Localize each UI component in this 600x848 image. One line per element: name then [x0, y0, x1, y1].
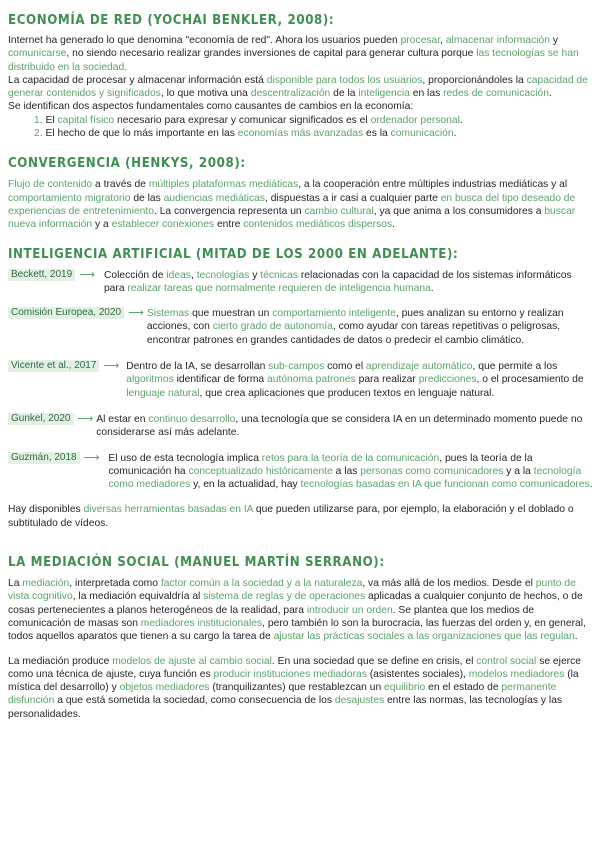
- section-title-economia-de-red: ECONOMÍA DE RED (YOCHAI BENKLER, 2008):: [8, 13, 335, 28]
- highlighted-phrase: realizar tareas que normalmente requieren de inteligencia humana: [127, 282, 431, 294]
- reference-text: [98, 269, 594, 296]
- text-run: a que está sometida la sociedad, como consecuencia de los: [54, 695, 335, 707]
- text-run: , no siendo necesario realizar grandes inversiones de capital para generar cultura porque: [66, 48, 477, 60]
- paragraph: Se identifican dos aspectos fundamentales como causantes de cambios en la economía:: [8, 101, 414, 113]
- paragraph: [8, 503, 594, 530]
- highlighted-phrase: ordenador personal: [370, 114, 460, 126]
- text-run: en las: [409, 88, 444, 100]
- text-run: de la: [330, 88, 359, 100]
- citation-tag: Gunkel, 2020: [8, 413, 74, 425]
- text-run: y, en la actualidad, hay: [190, 479, 301, 491]
- highlighted-phrase: 1.: [34, 114, 46, 126]
- text-run: .: [459, 114, 463, 126]
- arrow-right-icon: ⟶: [128, 307, 144, 320]
- reference-text: [122, 360, 594, 400]
- paragraph: [8, 655, 594, 721]
- text-run: se ejerce como una técnica de ajuste, cuya función es: [8, 655, 581, 680]
- highlighted-phrase: 2.: [34, 128, 46, 140]
- text-run: , la mediación equivaldría al: [72, 591, 204, 603]
- reference-text: [96, 413, 594, 440]
- text-run: ,: [190, 269, 197, 281]
- citation-tag: Comisión Europea, 2020: [8, 307, 124, 319]
- text-run: relacionadas con la capacidad de los sistemas informáticos para: [103, 269, 572, 294]
- text-run: aplicadas a cualquier conjunto de hechos, o de cosas pertenecientes a planos heterogéneos de la realidad, para: [8, 591, 583, 616]
- paragraph: [8, 34, 594, 74]
- highlighted-phrase: múltiples plataformas mediáticas: [148, 179, 299, 191]
- highlighted-phrase: Sistemas: [146, 308, 190, 320]
- arrow-right-icon: ⟶: [79, 268, 95, 281]
- text-run: es la: [363, 128, 391, 140]
- highlighted-phrase: retos para la teoría de la comunicación: [261, 452, 440, 464]
- highlighted-phrase: algoritmos: [126, 374, 174, 386]
- citation-tag: Beckett, 2019: [8, 269, 75, 281]
- highlighted-phrase: técnicas: [260, 269, 299, 281]
- highlighted-phrase: sistema de reglas y de operaciones: [203, 591, 366, 603]
- paragraph: [8, 74, 594, 101]
- text-run: para realizar: [355, 374, 419, 386]
- citation-tag: Guzmán, 2018: [8, 452, 80, 464]
- text-run: Internet ha generado lo que denomina "economía de red". Ahora los usuarios pueden: [8, 35, 401, 46]
- text-run: (la mística del desarrollo) y: [8, 668, 579, 694]
- text-run: El: [45, 114, 58, 126]
- highlighted-phrase: comunicarse: [8, 48, 67, 60]
- arrow-right-icon: ⟶: [83, 451, 100, 464]
- arrow-right-icon: ⟶: [103, 360, 120, 373]
- highlighted-phrase: objetos mediadores: [119, 682, 210, 694]
- highlighted-phrase: contenidos mediáticos dispersos: [243, 219, 393, 231]
- paragraph: [8, 577, 594, 643]
- text-run: , a la cooperación entre múltiples industrias mediáticas y al: [298, 179, 568, 191]
- highlighted-phrase: modelos de ajuste al cambio social: [112, 655, 272, 667]
- highlighted-phrase: mediación: [22, 578, 70, 590]
- highlighted-phrase: economías más avanzadas: [237, 128, 364, 140]
- paragraph: [8, 178, 594, 231]
- reference-row: [8, 413, 594, 440]
- text-run: y a: [92, 219, 112, 231]
- text-run: Hay disponibles: [8, 504, 84, 516]
- text-run: , interpretada como: [69, 578, 161, 590]
- text-run: La capacidad de procesar y almacenar información está: [8, 74, 267, 86]
- highlighted-phrase: buscar nueva información: [8, 205, 576, 231]
- highlighted-phrase: aprendizaje automático: [366, 361, 473, 373]
- highlighted-phrase: tecnología como mediadores: [108, 465, 582, 491]
- text-run: , como ayudar con tareas repetitivas o peligrosas, encontrar patrones en grandes cantidades de datos o predecir el cambio climático.: [146, 321, 561, 346]
- highlighted-phrase: control social: [476, 655, 537, 667]
- highlighted-phrase: comportamiento inteligente: [272, 308, 396, 320]
- highlighted-phrase: inteligencia: [358, 88, 410, 100]
- highlighted-phrase: capacidad de generar contenidos y significados: [8, 74, 588, 100]
- highlighted-phrase: en busca del tipo deseado de experiencias de entretenimiento: [8, 192, 576, 217]
- highlighted-phrase: establecer conexiones: [111, 219, 215, 231]
- text-run: , proporcionándoles la: [422, 74, 527, 86]
- highlighted-phrase: diversas herramientas basadas en IA: [83, 504, 253, 516]
- highlighted-phrase: tecnologías basadas en IA que funcionan como comunicadores: [300, 479, 590, 491]
- text-run: La: [8, 578, 23, 590]
- highlighted-phrase: predicciones: [418, 374, 477, 386]
- text-run: .: [548, 88, 552, 100]
- highlighted-phrase: tecnologías: [196, 269, 250, 281]
- text-run: que pueden utilizarse para, por ejemplo, la elaboración y el doblado o subtitulado de vídeos.: [8, 504, 574, 529]
- text-run: y a la: [503, 465, 534, 477]
- text-run: .: [392, 219, 395, 231]
- text-run: La mediación produce: [8, 655, 113, 667]
- reference-text: [147, 307, 594, 347]
- text-run: (asistentes sociales),: [366, 668, 469, 680]
- text-run: . La convergencia representa un: [153, 205, 305, 217]
- highlighted-phrase: las tecnologías se han distribuido en la sociedad.: [8, 48, 579, 73]
- text-run: que muestran un: [189, 308, 273, 320]
- text-run: entre las normas, las tecnologías y las personalidades.: [8, 695, 563, 720]
- highlighted-phrase: almacenar información: [445, 35, 550, 46]
- highlighted-phrase: conceptualizado históricamente: [188, 465, 333, 477]
- highlighted-phrase: disponible para todos los usuarios: [266, 74, 423, 86]
- highlighted-phrase: procesar: [400, 35, 441, 46]
- reference-row: [8, 269, 594, 296]
- highlighted-phrase: capital físico: [57, 114, 115, 126]
- text-run: y: [249, 269, 261, 281]
- highlighted-phrase: equilibrio: [384, 682, 426, 694]
- highlighted-phrase: modelos mediadores: [468, 668, 565, 680]
- text-run: , que permite a los: [472, 361, 558, 373]
- section-title-convergencia: CONVERGENCIA (HENKYS, 2008):: [8, 156, 246, 172]
- text-run: , lo que motiva una: [160, 88, 251, 100]
- text-run: .: [453, 128, 457, 140]
- highlighted-phrase: cierto grado de autonomía: [212, 321, 333, 333]
- highlighted-phrase: continuo desarrollo: [148, 413, 236, 425]
- text-run: de las: [130, 192, 164, 204]
- text-run: a las: [332, 465, 361, 477]
- highlighted-phrase: factor común a la sociedad y a la naturaleza: [160, 578, 363, 590]
- highlighted-phrase: desajustes: [334, 695, 385, 707]
- reference-row: [8, 307, 594, 347]
- text-run: El uso de esta tecnología implica: [108, 452, 262, 464]
- highlighted-phrase: mediadores institucionales: [140, 617, 263, 629]
- text-run: Colección de: [103, 269, 167, 281]
- text-run: ,: [440, 35, 446, 46]
- highlighted-phrase: introducir un orden: [306, 604, 393, 616]
- text-run: Dentro de la IA, se desarrollan: [126, 361, 269, 373]
- highlighted-phrase: redes de comunicación: [443, 88, 549, 100]
- list-item: [34, 114, 594, 127]
- text-run: identificar de forma: [173, 374, 268, 386]
- highlighted-phrase: permanente disfunción: [8, 682, 557, 707]
- reference-row: [8, 452, 594, 492]
- highlighted-phrase: lenguaje natural: [126, 387, 200, 399]
- numbered-list: [34, 114, 594, 141]
- section-title-mediacion-social: LA MEDIACIÓN SOCIAL (MANUEL MARTÍN SERRANO):: [8, 555, 385, 571]
- text-run: , que crea aplicaciones que producen textos en lenguaje natural.: [199, 387, 495, 399]
- text-run: a través de: [92, 179, 149, 191]
- highlighted-phrase: personas como comunicadores: [360, 465, 504, 477]
- text-run: , pues la teoría de la comunicación ha: [108, 452, 533, 477]
- text-run: , una tecnología que se considera IA en un determinado momento puede no considerarse así más adelante.: [96, 413, 583, 439]
- text-run: .: [430, 282, 434, 294]
- highlighted-phrase: producir instituciones mediadoras: [213, 668, 367, 680]
- text-run: entre: [214, 219, 244, 231]
- citation-tag: Vicente et al., 2017: [8, 360, 99, 372]
- highlighted-phrase: ideas: [166, 269, 191, 281]
- highlighted-phrase: comportamiento migratorio: [8, 192, 131, 204]
- text-run: , o el procesamiento de: [476, 374, 584, 386]
- text-run: .: [574, 631, 578, 643]
- highlighted-phrase: comunicación: [390, 128, 454, 140]
- highlighted-phrase: autónoma patrones: [267, 374, 356, 386]
- highlighted-phrase: audiencias mediáticas: [163, 192, 265, 204]
- page: [8, 12, 594, 721]
- text-run: . En una sociedad que se define en crisis, el: [271, 655, 477, 667]
- reference-row: [8, 360, 594, 400]
- text-run: en el estado de: [425, 682, 502, 694]
- arrow-right-icon: ⟶: [77, 412, 94, 425]
- text-run: como el: [324, 361, 367, 373]
- reference-text: [102, 452, 594, 492]
- highlighted-phrase: punto de vista cognitivo: [8, 578, 576, 603]
- text-run: , pero también lo son la burocracia, las fuerzas del orden y, en general, todos aquellos aparatos que tienen a su cargo la tarea de: [8, 617, 586, 643]
- text-run: , dispuestas a ir casi a cualquier parte: [264, 192, 441, 204]
- text-run: (tranquilizantes) que restablezcan un: [209, 682, 385, 694]
- highlighted-phrase: cambio cultural: [304, 205, 374, 217]
- highlighted-phrase: sub-campos: [268, 361, 325, 373]
- highlighted-phrase: descentralización: [250, 88, 331, 100]
- text-run: , ya que anima a los consumidores a: [373, 205, 545, 217]
- text-run: . Se plantea que los medios de comunicación de masas son: [8, 604, 535, 629]
- text-run: Al estar en: [96, 413, 149, 425]
- list-item: [34, 127, 594, 140]
- highlighted-phrase: Flujo de contenido: [8, 179, 93, 191]
- text-run: .: [589, 479, 593, 491]
- text-run: El hecho de que lo más importante en las: [45, 128, 238, 140]
- text-run: necesario para expresar y comunicar significados es el: [114, 114, 371, 126]
- highlighted-phrase: ajustar las prácticas sociales a las organizaciones que las regulan: [273, 631, 575, 643]
- text-run: , pues analizan su entorno y realizan acciones, con: [146, 308, 564, 333]
- text-run: , va más allá de los medios. Desde el: [362, 578, 536, 590]
- section-title-inteligencia-artificial: INTELIGENCIA ARTIFICIAL (MITAD DE LOS 2000 EN ADELANTE):: [8, 246, 459, 262]
- text-run: y: [549, 35, 558, 46]
